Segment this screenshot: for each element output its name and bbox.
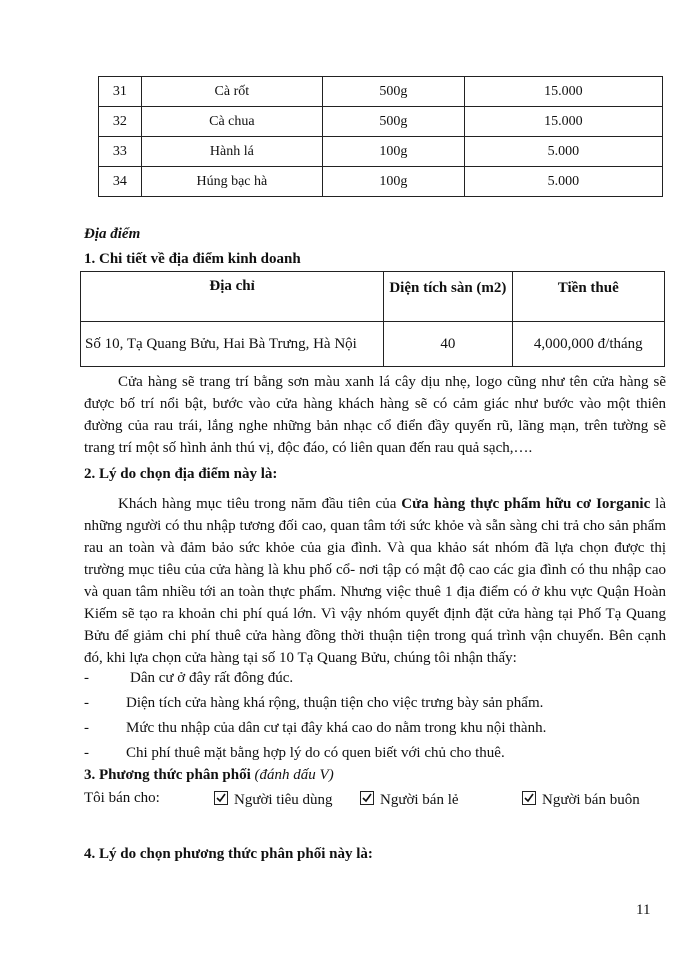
address-cell: Số 10, Tạ Quang Bửu, Hai Bà Trưng, Hà Nội — [81, 322, 384, 367]
store-description — [84, 371, 666, 459]
store-description-text: Cửa hàng sẽ trang trí bằng sơn màu xanh lá cây dịu nhẹ, logo cũng như tên cửa hàng sẽ được bố trí nổi bật, bước vào cửa hàng khách hàng sẽ có cảm giác như bước vào một thiên đường của rau trái, lắng nghe những bản nhạc cổ điển đầy quyến rũ, lãng mạn, trên tường sẽ trang trí một số hình ảnh thú vị, độc đáo, có liên quan đến rau quả sạch,…. — [84, 374, 666, 456]
product-name: Cà chua — [141, 107, 322, 137]
list-item: - Diện tích cửa hàng khá rộng, thuận tiện cho việc trưng bày sản phẩm. — [84, 695, 544, 711]
list-item-text: Dân cư ở đây rất đông đúc. — [130, 670, 294, 686]
option-wholesaler[interactable] — [522, 790, 640, 809]
section4-title: 4. Lý do chọn phương thức phân phối này là: — [84, 846, 373, 862]
paragraph-text-rest: là những người có thu nhập tương đối cao, quan tâm tới sức khỏe và sẵn sàng chi trả cho sản phẩm rau an toàn và đảm bảo sức khỏe của gia đình. Và qua khảo sát nhóm đã lựa chọn được thị trường mục tiêu của cửa hàng là khu phố cổ- nơi tập có mật độ cao các gia đình có thu nhập cao và quan tâm nhiều tới an toàn thực phẩm. Nhưng việc thuê 1 địa điểm có ở khu vực Quận Hoàn Kiếm sẽ tạo ra khoản chi phí quá lớn. Vì vậy nhóm quyết định đặt cửa hàng tại Phố Tạ Quang Bửu để giảm chi phí thuê cửa hàng đồng thời thuận tiện trong quá trình vận chuyển. Bên cạnh đó, khi lựa chọn cửa hàng tại số 10 Tạ Quang Bửu, chúng tôi nhận thấy: — [84, 496, 667, 666]
row-number: 32 — [99, 107, 142, 137]
product-price: 15.000 — [464, 77, 662, 107]
product-quantity: 100g — [323, 167, 465, 197]
list-item: - Mức thu nhập của dân cư tại đây khá cao do nằm trong khu nội thành. — [84, 720, 547, 736]
list-item: - Chi phí thuê mặt bằng hợp lý do có quen biết với chủ cho thuê. — [84, 745, 505, 761]
product-name: Húng bạc hà — [141, 167, 322, 197]
checkbox-checked-icon[interactable] — [522, 791, 536, 805]
table-row — [99, 107, 663, 137]
option-consumer[interactable] — [214, 790, 333, 809]
header-rent: Tiền thuê — [512, 272, 664, 322]
checkbox-checked-icon[interactable] — [360, 791, 374, 805]
list-item-text: Chi phí thuê mặt bằng hợp lý do có quen biết với chủ cho thuê. — [126, 745, 505, 761]
list-item: - Dân cư ở đây rất đông đúc. — [84, 670, 294, 686]
option-retailer[interactable] — [360, 790, 459, 809]
table-row — [81, 322, 665, 367]
area-cell: 40 — [384, 322, 512, 367]
row-number: 33 — [99, 137, 142, 167]
option-label: Người bán buôn — [542, 792, 640, 808]
table-row — [99, 167, 663, 197]
option-label: Người bán lẻ — [380, 792, 459, 808]
section1-title: 1. Chi tiết về địa điểm kinh doanh — [84, 251, 301, 267]
store-name: Cửa hàng thực phẩm hữu cơ Iorganic — [401, 496, 651, 512]
product-name: Hành lá — [141, 137, 322, 167]
paragraph-text-start: Khách hàng mục tiêu trong năm đầu tiên của — [118, 496, 402, 512]
product-price: 15.000 — [464, 107, 662, 137]
sell-to-label: Tôi bán cho: — [84, 790, 160, 806]
checkbox-checked-icon[interactable] — [214, 791, 228, 805]
product-quantity: 500g — [323, 107, 465, 137]
location-table — [80, 271, 665, 367]
section2-paragraph — [84, 493, 666, 669]
product-name: Cà rốt — [141, 77, 322, 107]
option-label: Người tiêu dùng — [234, 792, 333, 808]
section3-title — [84, 767, 334, 784]
header-area: Diện tích sàn (m2) — [384, 272, 512, 322]
table-row — [99, 77, 663, 107]
header-address: Địa chỉ — [81, 272, 384, 322]
product-price: 5.000 — [464, 167, 662, 197]
section3-title-text: 3. Phương thức phân phối — [84, 767, 251, 783]
product-price-table — [98, 76, 663, 197]
page-number: 11 — [636, 902, 651, 918]
distribution-options — [84, 790, 666, 814]
table-row — [99, 137, 663, 167]
product-price: 5.000 — [464, 137, 662, 167]
product-quantity: 500g — [323, 77, 465, 107]
location-heading: Địa điểm — [84, 226, 141, 242]
row-number: 31 — [99, 77, 142, 107]
table-header-row — [81, 272, 665, 322]
list-item-text: Diện tích cửa hàng khá rộng, thuận tiện cho việc trưng bày sản phẩm. — [126, 695, 544, 711]
section3-note: (đánh dấu V) — [254, 767, 334, 783]
row-number: 34 — [99, 167, 142, 197]
list-item-text: Mức thu nhập của dân cư tại đây khá cao do nằm trong khu nội thành. — [126, 720, 547, 736]
rent-cell: 4,000,000 đ/tháng — [512, 322, 664, 367]
product-quantity: 100g — [323, 137, 465, 167]
section2-title: 2. Lý do chọn địa điểm này là: — [84, 466, 278, 482]
